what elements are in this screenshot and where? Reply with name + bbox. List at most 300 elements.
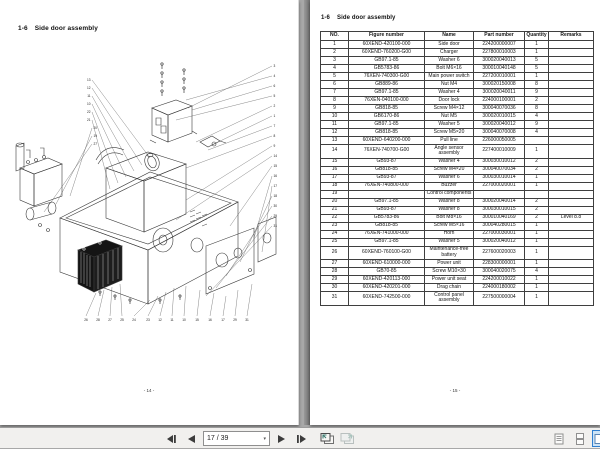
table-cell: 23	[321, 222, 349, 230]
table-cell: 300020040011	[474, 89, 525, 97]
leader-line	[134, 300, 150, 316]
right-page-title	[321, 15, 395, 21]
page-dropdown-caret-icon[interactable]: ▾	[263, 436, 266, 442]
table-cell: Charger	[425, 49, 474, 57]
leader-line	[186, 76, 272, 100]
tank-drawing	[106, 152, 186, 232]
table-cell	[549, 206, 594, 214]
leader-line	[208, 126, 272, 150]
table-cell: 12	[321, 129, 349, 137]
table-cell: Power unit	[425, 260, 474, 268]
leader-line	[176, 156, 272, 220]
table-cell: Screw M4×12	[425, 105, 474, 113]
table-row	[321, 190, 594, 198]
table-cell: Washer 4	[425, 89, 474, 97]
table-row	[321, 198, 594, 206]
table-cell: Washer 6	[425, 174, 474, 182]
table-cell: 300040070034	[474, 166, 525, 174]
table-cell	[549, 182, 594, 190]
table-cell: 4	[321, 65, 349, 73]
facing-pages-view-button[interactable]	[592, 430, 600, 447]
table-cell: GB5783-86	[349, 65, 425, 73]
callout-number: 25	[120, 318, 124, 322]
table-cell: 228300000001	[474, 260, 525, 268]
table-cell: 1	[525, 222, 549, 230]
table-cell	[549, 81, 594, 89]
continuous-view-button[interactable]	[571, 430, 588, 447]
table-cell: 22	[321, 214, 349, 222]
table-cell: 2	[525, 166, 549, 174]
table-row	[321, 121, 594, 129]
table-cell	[549, 89, 594, 97]
table-cell: 1	[525, 49, 549, 57]
table-cell: 1	[525, 284, 549, 292]
table-cell: GB97.1-85	[349, 238, 425, 246]
callout-number: 23	[146, 318, 150, 322]
table-cell: 5	[525, 65, 549, 73]
table-cell: 19	[321, 190, 349, 198]
callout-number: 13	[87, 78, 91, 82]
table-cell: 2	[525, 97, 549, 105]
left-section-number: 1-6	[18, 25, 28, 32]
table-cell	[549, 41, 594, 49]
table-cell: 25	[321, 238, 349, 246]
callout-number: 30	[274, 204, 278, 208]
table-cell: 226000050005	[474, 137, 525, 145]
table-cell: 300040020075	[474, 268, 525, 276]
callout-number: 10	[182, 318, 186, 322]
table-cell: 4	[525, 113, 549, 121]
table-row	[321, 284, 594, 292]
table-cell: Washer 6	[425, 57, 474, 65]
table-cell: 300030010014	[474, 174, 525, 182]
pdf-toolbar	[0, 427, 600, 448]
table-cell: Pull line	[425, 137, 474, 145]
table-cell: Washer 5	[425, 238, 474, 246]
table-cell: 224000180002	[474, 284, 525, 292]
table-cell: 60XEND-420113-000	[349, 276, 425, 284]
table-row	[321, 166, 594, 174]
table-cell: 60XEND-420201-000	[349, 284, 425, 292]
table-cell: 1	[525, 246, 549, 260]
table-cell: Angle sensor assembly	[425, 145, 474, 159]
table-row	[321, 73, 594, 81]
table-cell: GB6170-86	[349, 113, 425, 121]
table-cell: 76XEN-740700-G00	[349, 145, 425, 159]
table-cell: Control panel assembly	[425, 292, 474, 306]
table-cell	[549, 260, 594, 268]
leader-line	[197, 290, 200, 316]
fastener-stack-drawing	[161, 63, 185, 96]
leader-line	[216, 216, 272, 288]
table-cell: 1	[525, 276, 549, 284]
table-row	[321, 222, 594, 230]
table-cell: 224200010022	[474, 276, 525, 284]
callout-number: 1	[274, 114, 276, 118]
table-cell: GB93-87	[349, 206, 425, 214]
table-cell: 8	[525, 81, 549, 89]
next-page-icon	[277, 434, 286, 444]
leader-line	[240, 196, 272, 262]
table-cell: Door lock	[425, 97, 474, 105]
table-cell: Side door	[425, 41, 474, 49]
parts-table-body	[321, 41, 594, 306]
callout-number: 17	[274, 184, 278, 188]
table-cell: GB889-86	[349, 81, 425, 89]
callout-number: 26	[84, 318, 88, 322]
table-cell	[549, 190, 594, 198]
table-cell	[549, 246, 594, 260]
callout-number: 9	[274, 144, 276, 148]
table-cell	[549, 174, 594, 182]
table-cell	[549, 137, 594, 145]
leader-line	[214, 116, 272, 144]
table-cell: Control components	[425, 190, 474, 198]
col-header-0: NO.	[321, 32, 349, 41]
table-row	[321, 238, 594, 246]
table-cell: 227500000004	[474, 292, 525, 306]
callout-number: 11	[170, 318, 174, 322]
callout-number: 22	[87, 110, 91, 114]
table-cell: 60XEND-760200-G00	[349, 49, 425, 57]
door-lock-drawing	[200, 136, 226, 147]
table-cell	[549, 276, 594, 284]
table-cell: 1	[525, 41, 549, 49]
table-cell: 15	[321, 158, 349, 166]
table-cell: 10	[321, 113, 349, 121]
table-cell: Bolt M6×16	[425, 65, 474, 73]
callout-number: 19	[94, 134, 98, 138]
table-cell: GB818-85	[349, 166, 425, 174]
parts-table-container	[320, 31, 593, 306]
table-cell: 1	[525, 230, 549, 238]
right-section-number: 1-6	[321, 15, 330, 21]
callout-number: 3	[274, 64, 276, 68]
table-cell: 5	[525, 57, 549, 65]
table-cell: Power unit seat	[425, 276, 474, 284]
table-cell: 2	[321, 49, 349, 57]
table-cell	[549, 198, 594, 206]
single-page-view-icon	[554, 433, 564, 445]
callout-number: 14	[274, 154, 278, 158]
table-cell: 2	[525, 158, 549, 166]
table-cell: 6	[321, 81, 349, 89]
table-row	[321, 89, 594, 97]
parts-table-header-row	[321, 32, 594, 41]
callout-number: 15	[195, 318, 199, 322]
leader-line	[120, 284, 122, 316]
table-cell: 1	[525, 174, 549, 182]
leader-line	[92, 104, 126, 177]
table-cell: Washer 5	[425, 121, 474, 129]
table-cell: Main power switch	[425, 73, 474, 81]
table-row	[321, 137, 594, 145]
leader-line	[188, 66, 272, 108]
table-cell: Nut M5	[425, 113, 474, 121]
exploded-diagram	[0, 40, 299, 340]
table-row	[321, 49, 594, 57]
next-page-button[interactable]	[273, 430, 290, 447]
next-view-button[interactable]	[339, 430, 356, 447]
page-number-input[interactable]	[203, 431, 270, 446]
table-row	[321, 230, 594, 238]
table-cell	[349, 190, 425, 198]
callout-number: 18	[274, 194, 278, 198]
table-row	[321, 174, 594, 182]
table-cell: 60XEND-610000-000	[349, 260, 425, 268]
table-cell: GB93-87	[349, 174, 425, 182]
callout-number: 29	[274, 214, 278, 218]
table-cell	[549, 129, 594, 137]
leader-line	[110, 287, 112, 316]
leader-line	[92, 96, 134, 171]
facing-pages-view-icon	[594, 433, 600, 445]
table-cell: 31	[321, 292, 349, 306]
leader-line	[176, 96, 272, 120]
table-cell: 300030010015	[474, 206, 525, 214]
col-header-3: Part number	[474, 32, 525, 41]
table-cell: 2	[525, 206, 549, 214]
first-page-icon	[166, 434, 177, 444]
leader-line	[172, 288, 174, 316]
table-cell	[549, 49, 594, 57]
table-cell	[525, 137, 549, 145]
table-cell: 9	[321, 105, 349, 113]
table-cell: 300040070008	[474, 129, 525, 137]
table-cell: 1	[525, 145, 549, 159]
table-cell: Washer 4	[425, 158, 474, 166]
table-cell: 13	[321, 137, 349, 145]
last-page-button[interactable]	[293, 430, 310, 447]
table-cell	[525, 190, 549, 198]
table-row	[321, 214, 594, 222]
table-cell: GB97.1-85	[349, 198, 425, 206]
callout-number: 4	[274, 74, 276, 78]
table-cell: GB818-85	[349, 129, 425, 137]
callout-number: 12	[158, 318, 162, 322]
callout-number: 11	[87, 94, 91, 98]
table-cell: 227200010001	[474, 73, 525, 81]
table-row	[321, 41, 594, 49]
callout-number: 27	[108, 318, 112, 322]
table-cell: 300020040014	[474, 198, 525, 206]
table-cell: GB97.1-85	[349, 89, 425, 97]
table-cell	[549, 105, 594, 113]
previous-view-button[interactable]	[319, 430, 336, 447]
right-page-number: - 15 -	[310, 388, 600, 393]
table-cell: GB93-87	[349, 158, 425, 166]
callout-number: 6	[274, 84, 276, 88]
table-cell: Drag chain	[425, 284, 474, 292]
table-cell	[549, 238, 594, 246]
table-cell: 76XEN-741000-000	[349, 230, 425, 238]
page-number-value: 17 / 39	[207, 435, 263, 442]
table-cell: 30	[321, 284, 349, 292]
table-cell	[549, 284, 594, 292]
power-unit-drawing	[16, 143, 62, 232]
callout-number: 16	[274, 174, 278, 178]
table-cell: 3	[321, 57, 349, 65]
next-view-icon	[340, 432, 355, 445]
col-header-1: Figure number	[349, 32, 425, 41]
table-cell: 18	[321, 182, 349, 190]
table-cell	[549, 57, 594, 65]
table-cell: 26	[321, 246, 349, 260]
leader-line	[210, 293, 214, 316]
callout-number: 5	[274, 94, 276, 98]
table-cell: GB97.1-85	[349, 121, 425, 129]
table-cell	[549, 166, 594, 174]
table-cell: 60XEND-640200-000	[349, 137, 425, 145]
table-cell: GB818-85	[349, 222, 425, 230]
prev-page-button[interactable]	[183, 430, 200, 447]
table-cell: 11	[321, 121, 349, 129]
table-cell: 224000100001	[474, 97, 525, 105]
table-cell: 8	[525, 105, 549, 113]
table-row	[321, 206, 594, 214]
leader-line	[247, 284, 252, 316]
callout-number: 29	[233, 318, 237, 322]
callout-number: 24	[132, 318, 136, 322]
table-row	[321, 57, 594, 65]
leader-line	[56, 136, 92, 204]
table-cell: 9	[525, 121, 549, 129]
table-cell: Screw M5×16	[425, 222, 474, 230]
table-cell: 1	[525, 182, 549, 190]
callout-number: 31	[245, 318, 249, 322]
table-cell	[549, 230, 594, 238]
table-cell: 14	[321, 145, 349, 159]
table-row	[321, 292, 594, 306]
leader-line	[86, 293, 96, 316]
table-cell: 5	[321, 73, 349, 81]
table-cell: 1	[525, 260, 549, 268]
table-row	[321, 65, 594, 73]
callout-number: 27	[94, 142, 98, 146]
table-cell: 227000030001	[474, 230, 525, 238]
callout-number: 2	[274, 104, 276, 108]
col-header-2: Name	[425, 32, 474, 41]
leader-line	[160, 292, 166, 316]
left-page-number: - 14 -	[0, 388, 298, 393]
table-cell	[549, 292, 594, 306]
page-layout-controls	[550, 428, 600, 449]
table-cell	[549, 222, 594, 230]
table-cell: Screw M4×20	[425, 166, 474, 174]
table-cell: 300020010015	[474, 113, 525, 121]
table-cell: 76XEN-740300-G00	[349, 73, 425, 81]
table-cell: 16	[321, 166, 349, 174]
table-row	[321, 145, 594, 159]
table-cell: 224200000007	[474, 41, 525, 49]
pdf-page-right	[310, 0, 600, 425]
table-row	[321, 129, 594, 137]
table-row	[321, 97, 594, 105]
table-cell: 60XEND-420100-000	[349, 41, 425, 49]
leader-line	[44, 144, 92, 212]
col-header-4: Quantity	[525, 32, 549, 41]
table-cell: 60XEND-742500-000	[349, 292, 425, 306]
table-cell: Buzzer	[425, 182, 474, 190]
table-row	[321, 260, 594, 268]
callout-number: 16	[208, 318, 212, 322]
callout-number: 21	[87, 118, 91, 122]
table-cell: 76XEN-040100-000	[349, 97, 425, 105]
table-cell: 300030010012	[474, 158, 525, 166]
table-cell: GB5783-86	[349, 214, 425, 222]
first-page-button[interactable]	[163, 430, 180, 447]
table-cell: GB818-85	[349, 105, 425, 113]
table-cell: 1	[525, 292, 549, 306]
table-cell: Washer 8	[425, 198, 474, 206]
leader-line	[184, 286, 186, 316]
table-cell: 2	[525, 198, 549, 206]
left-title-text: Side door assembly	[35, 25, 98, 32]
table-cell	[474, 190, 525, 198]
table-cell	[549, 121, 594, 129]
parts-table	[320, 31, 594, 306]
table-cell: 24	[321, 230, 349, 238]
table-cell: 27	[321, 260, 349, 268]
table-cell: 1	[525, 238, 549, 246]
last-page-icon	[296, 434, 307, 444]
table-cell: Screw M5×20	[425, 129, 474, 137]
table-cell: 227800010003	[474, 49, 525, 57]
table-cell: 1	[525, 73, 549, 81]
table-cell: 300020040012	[474, 121, 525, 129]
table-cell: GB70-85	[349, 268, 425, 276]
callout-number: 12	[87, 86, 91, 90]
callout-number: 28	[96, 318, 100, 322]
single-page-view-button[interactable]	[550, 430, 567, 447]
leader-line	[70, 128, 92, 196]
leader-line	[230, 166, 272, 226]
table-cell: Horn	[425, 230, 474, 238]
table-cell: 300020150008	[474, 81, 525, 89]
leader-line	[186, 146, 272, 200]
table-row	[321, 246, 594, 260]
right-title-text: Side door assembly	[337, 15, 396, 21]
table-cell: 8	[321, 97, 349, 105]
table-row	[321, 158, 594, 166]
callout-number: 17	[221, 318, 225, 322]
table-cell: 2	[525, 214, 549, 222]
leader-line	[226, 206, 272, 276]
table-cell	[549, 158, 594, 166]
table-cell: 17	[321, 174, 349, 182]
leader-line	[235, 290, 238, 316]
table-cell: 76XEN-740800-000	[349, 182, 425, 190]
table-cell	[549, 145, 594, 159]
table-cell	[549, 65, 594, 73]
table-row	[321, 105, 594, 113]
table-cell: Maintenance-free battery	[425, 246, 474, 260]
callout-number: 31	[274, 224, 278, 228]
table-cell	[549, 113, 594, 121]
callout-number: 20	[94, 126, 98, 130]
table-cell: 300040280015	[474, 222, 525, 230]
battery-drawing	[78, 240, 122, 292]
page-navigation	[163, 428, 356, 449]
table-cell	[549, 268, 594, 276]
table-cell	[549, 97, 594, 105]
table-row	[321, 113, 594, 121]
leader-line	[196, 106, 272, 142]
table-cell: 1	[321, 41, 349, 49]
table-cell: Bolt M8×16	[425, 214, 474, 222]
table-row	[321, 276, 594, 284]
table-cell: 227000020001	[474, 182, 525, 190]
